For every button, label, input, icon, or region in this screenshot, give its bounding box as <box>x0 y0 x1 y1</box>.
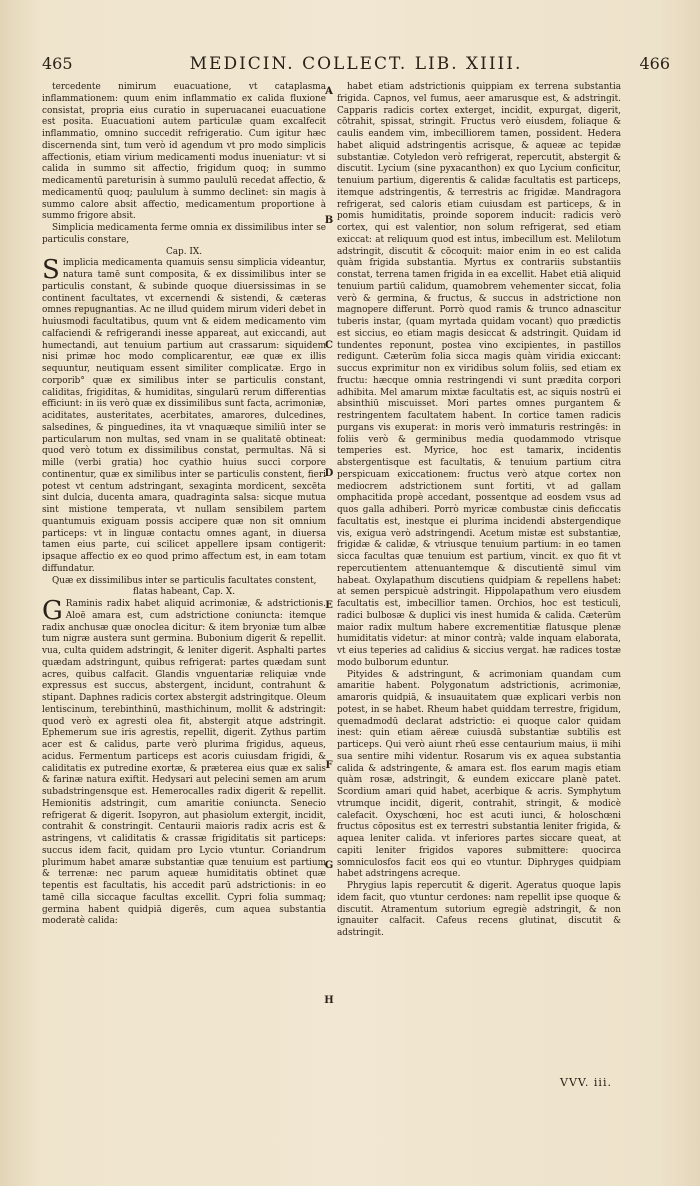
signature-mark: VVV. iii. <box>560 1076 612 1089</box>
left-column <box>42 82 326 928</box>
margin-letter: E <box>325 600 333 611</box>
page-header <box>42 54 670 80</box>
margin-letter: B <box>324 215 334 226</box>
paragraph-text: flatas habeant, Cap. X. <box>132 587 236 598</box>
paragraph-text: Cap. IX. <box>165 246 203 257</box>
paragraph-text: Simplicia medicamenta ferme omnia ex dissimilibus inter se particulis constare, <box>42 223 326 245</box>
paragraph-text: implicia medicamenta quamuis sensu simplicia videantur, natura tamē sunt composita, & ex dissimilibus inter se particulis constant, & subinde quoque diuersissimas in se continent facultates, vt excernendi & sistendi, & cæteras omnes repugnantias. Ac ne illud quidem mirum videri debet in huiusmodi facultatibus, quum vnt & eidem medicamento vim calfaciendi & refrigerandi inesse appareat, aut exiccandi, aut humectandi, aut tenuium partium aut crassarum: siquidem nisi primæ hoc modo complicarentur, eæ quæ ex illis sequuntur, neutiquam essent similiter complicatæ. Ergo in corporib° quæ ex similibus inter se particulis constant, caliditas, frigiditas, & humiditas, singularū rerum differentias efficiunt: in iis verò quæ ex dissimilibus sunt facta, acrimoniæ, aciditates, austeritates, acerbitates, amarores, dulcedines, salsedines, & pinguedines, ita vt vnaquæque similiū inter se particularum non multas, sed vnam in se qualitatē obtineat: quod verò totum ex dissimilibus constat, permultas. Nā si mille (verbi gratia) hoc cyathio huius succi corpore continentur, quæ ex similibus inter se particulis constent, fieri potest vt centum adstringant, sexaginta mordicent, sexcēta sint dulcia, ducenta amara, quadraginta salsa: sicque mutua sint mistione temperata, vt nullam sensibilem partem quantumuis exiguam possis accipere quæ non sit omnium particeps: vt in linguæ contactu omnes agant, in diuersa tamen eius parte, cui scilicet appellere ipsam contigerit: ipsaque affectio ex eo quod primo affectum est, in eam totam diffundatur. <box>42 258 326 574</box>
paragraph <box>42 223 326 247</box>
paragraph-text: Quæ ex dissimilibus inter se particulis facultates constent, <box>52 575 317 586</box>
paragraph <box>42 596 326 928</box>
paragraph-text: habet etiam adstrictionis quippiam ex terrena substantia frigida. Capnos, vel fumus, aeer amarusque est, & adstringit. Capparis radicis cortex exterget, incidit, expurgat, digerit, cōtrahit, spissat, stringit. Fructus verò eiusdem, foliaque & caulis eandem vim, imbecilliorem tamen, possident. Hedera habet aliquid adstringentis acrisque, & aqueæ ac tepidæ substantiæ. Cotyledon verò refrigerat, repercutit, abstergit & discutit. Lycium (sine pyxacanthon) ex quo Lycium conficitur, tenuium partium, digerentis & calidæ facultatis est particeps, itemque adstringentis, & terrestris ac frigidæ. Mandragora refrigerat, sed caloris etiam cuiusdam est particeps, & in pomis humiditatis, proinde soporem inducit: radicis verò cortex, qui est valentior, non solum refrigerat, sed etiam exiccat: at reliquum quod est intus, imbecillum est. Melilotum adstringit, discutit & cōcoquit: maior enim in eo est calida quàm frigida substantia. Myrtus ex contrariis substantiis constat, terrena tamen frigida in ea excellit. Habet etiā aliquid tenuium partiū calidum, quamobrem vehementer siccat, folia verò & germina, & fructus, & succus in adstrictione non magnopere differunt. Porrò quod ramis & trunco adnascitur tuberis instar, (quam myrtada quidam vocant) quo prædictis est siccius, eo etiam magis desiccat & adstringit. Quidam id tundentes reponunt, postea vino excipientes, in pastillos redigunt. Cæterūm folia sicca magis quàm viridia exiccant: succus exprimitur non ex viridibus solum foliis, sed etiam ex fructu: hæcque omnia restringendi vi sunt prædita corpori adhibita. Mel amarum mixtæ facultatis est, ac siquis nostrū ei absinthiū miscuisset. Mori partes omnes purgantem & restringentem facultatem habent. In cortice tamen radicis purgans vis exuperat: in moris verò immaturis restringēs: in foliis verò & germinibus media quodammodo vtrisque temperies est. Myrice, hoc est tamarix, incidentis abstergentisque est facultatis, & tenuium partium citra perspicuam exiccationem: fructus verò atque cortex non mediocrem adstrictionem sunt fortiti, vt ad gallam omphacitida propè accedant, possentque ad eosdem vsus ad quos galla adhiberi. Porrò myricæ combustæ cinis deficcatis facultatis est, inestque ei plurima incidendi abstergendique vis, exigua verò adstringendi. Acetum mistæ est substantiæ, frigidæ & calidæ, & vtriusque tenuium partium: in eo tamen sicca facultas quæ tenuium est partium, vincit. ex quo fit vt repercutientem attenuantemque & discutientē simul vim habeat. Oxylapathum discutiens quidpiam & repellens habet: at semen perspicuè adstringit. Hippolapathum vero eiusdem facultatis est, imbecillior tamen. Orchios, hoc est testiculi, radici bulbosæ & duplici vis inest humida & calida. Cæterūm maior radix multum habere excrementitiæ flatusque plenæ humiditatis videtur: at minor contrà; valde inquam elaborata, vt eius teperies ad calidius & siccius vergat. hæ radices tostæ modo bulborum eduntur. <box>337 82 621 668</box>
margin-letter: H <box>324 995 334 1006</box>
paragraph-text: Raminis radix habet aliquid acrimoniæ, & adstrictionis. Aloë amara est, cum adstrictione coniuncta: itemque radix anchusæ quæ onoclea dicitur: & item bryoniæ tum albæ tum nigræ austera sunt germina. Bubonium digerit & repellit. vua, culta quidem adstringit, & leniter digerit. Asphalti partes quædam adstringunt, quibus refrigerat: partes quædam sunt acres, quibus calfacit. Glandis vnguentariæ reliquiæ vnde expressus est succus, abstergent, incidunt, contrahunt & stipant. Daphnes radicis cortex abstergit adstringitque. Oleum lentiscinum, terebinthinū, masthichinum, mollit & adstringit: quod verò ex agresti olea fit, abstergit atque adstringit. Ephemerum sue iris agrestis, repellit, digerit. Zythus partim acer est & calidus, parte verò plurima frigidus, aqueus, acidus. Fermentum particeps est acoris cuiusdam frigidi, & caliditatis ex putredine exortæ, & præterea eius quæ ex salis & farinæ natura exiftit. Hedysari aut pelecini semen am arum subadstringensque est. Hemerocalles radix digerit & repellit. Hemionitis adstringit, cum amaritie coniuncta. Senecio refrigerat & digerit. Isopyron, aut phasiolum extergit, incidit, contrahit & constringit. Centaurii maioris radix acris est & astringens, vt caliditatis & crassæ frigiditatis sit particeps: succus idem facit, quidam pro Lycio vtuntur. Coriandrum plurimum habet amaræ substantiæ quæ tenuium est partium & terrenæ: nec parum aqueæ humiditatis obtinet quæ tepentis est facultatis, his accedit parū adstrictionis: in eo tamē cilla siccaque facultas excellit. Cypri folia summaq; germina habent quidpiā digerēs, cum aquea substantia moderatè calida: <box>42 599 326 927</box>
paragraph <box>42 576 326 588</box>
page-number-left: 465 <box>42 54 73 73</box>
running-head: MEDICIN. COLLECT. LIB. XIIII. <box>189 54 523 74</box>
paragraph <box>42 82 326 223</box>
paragraph <box>42 255 326 575</box>
margin-letter: G <box>324 860 334 871</box>
right-column <box>337 82 621 940</box>
paragraph <box>337 82 621 670</box>
paragraph-text: Phrygius lapis repercutit & digerit. Ageratus quoque lapis idem facit, quo vtuntur cerdones: nam repellit ipse quoque & discutit. Atramentum sutorium egregiè adstringit, & non ignauiter calfacit. Cafeus recens glutinat, discutit & adstringit. <box>337 881 621 938</box>
margin-letter: F <box>325 760 333 771</box>
margin-letter: D <box>324 468 334 479</box>
margin-letter: A <box>325 86 333 97</box>
page-number-right: 466 <box>639 54 670 73</box>
chapter-heading <box>42 247 326 259</box>
drop-cap: S <box>42 255 60 286</box>
paragraph-text: Pityides & adstringunt, & acrimoniam quandam cum amaritie habent. Polygonatum adstrictionis, acrimoniæ, amaroris quidpiā, & insuauitatem quæ explicari verbis non potest, in se habet. Rheum habet quiddam terrestre, frigidum, quemadmodū declarat adstrictio: ei quoque calor quidam inest: quin etiam aëreæ cuiusdā substantiæ subtilis est particeps. Qui verò aiunt rheū esse centaurium maius, ii mihi sua sentire mihi videntur. Rosarum vis ex aquea substantia calida & adstringente, & amara est. flos earum magis etiam quàm rosæ, adstringit, & eundem exiccare planè patet. Scordium amari quid habet, acerbique & acris. Symphytum vtrumque incidit, digerit, contrahit, stringit, & modicè calefacit. Oxyschœni, hoc est acuti iunci, & holoschœni fructus cōpositus est ex terrestri substantia leniter frigida, & aquea leniter calida. vt inferiores partes siccare queat, at capiti leniter frigidos vapores submittere: quocirca somniculosfos facit eos qui eo vtuntur. Diphryges quidpiam habet adstringens acreque. <box>337 669 621 880</box>
drop-cap: G <box>42 596 63 626</box>
margin-letter: C <box>325 340 333 351</box>
chapter-heading <box>42 587 326 599</box>
paragraph <box>337 670 621 882</box>
paragraph <box>337 881 621 940</box>
paragraph-text: tercedente nimirum euacuatione, vt cataplasma inflammationem: quum enim inflammatio ex calida fluxione consistat, propria eius curatio in superuacanei euacuatione est posita. Euacuationi autem particulæ quam excalfecit inflammatio, omnino succedit refrigeratio. Cum igitur hæc discernenda sint, tum verò id agendum vt pro modo simplicis affectionis, etiam virium medicamenti modus inueniatur: vt si calida in summo sit affectio, frigidum quoq; in summo medicamentū pareturisin à summo paululū recedat affectio, & medicamentū quoq; paululum à summo declinet: sin magis à summo calore absit affectio, medicamentum proportione à summo frigore absit. <box>42 82 326 222</box>
